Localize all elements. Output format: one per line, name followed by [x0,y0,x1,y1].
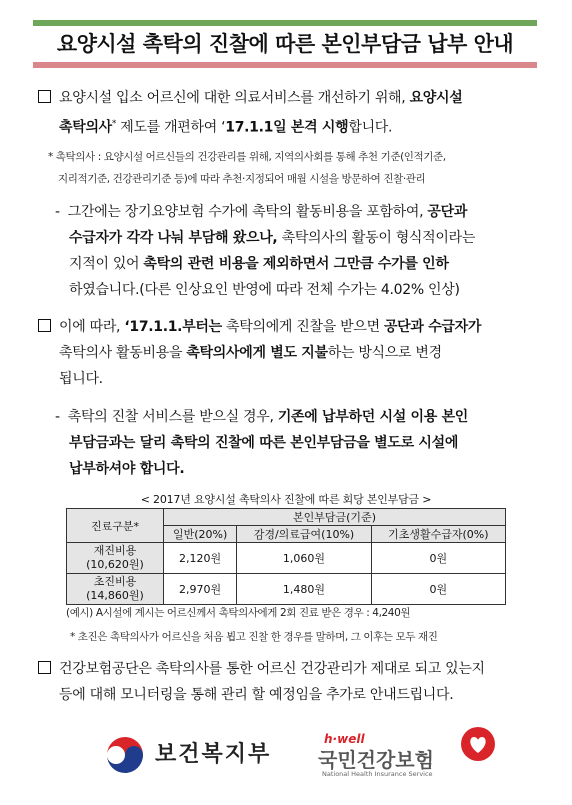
nhis-name: 국민건강보험 [318,748,434,772]
table-row [67,543,506,574]
sub-2-bold: 기존에 납부하던 시설 이용 본인 [277,409,469,425]
table-caption: < 2017년 요양시설 촉탁의사 진찰에 따른 회당 본인부담금 > [140,493,432,506]
header-main: 본인부담금(기준) [164,509,506,526]
square-bullet-icon [38,90,51,103]
section-3-text: 건강보험공단은 촉탁의사를 통한 어르신 건강관리가 제대로 되고 있는지 [59,661,485,677]
section-2-text: 됩니다. [59,371,103,387]
sub-1-bold: 촉탁의 관련 비용을 제외하면서 그만큼 수가를 인하 [143,256,449,272]
section-2-text: 촉탁의사 활동비용을 [59,345,187,361]
footnote-commission-doctor [48,146,558,190]
sub-paragraph-1 [55,199,545,303]
table-cell: 2,970원 [164,574,237,605]
sub-1-text: 하였습니다. [69,282,140,298]
nhis-english-name: National Health Insurance Service [322,770,433,778]
mohw-name: 보건복지부 [155,742,272,767]
sub-2-text: 촉탁의 진찰 서비스를 받으실 경우, [67,409,278,425]
sub-paragraph-2 [55,404,545,482]
row-label [67,574,164,605]
table-cell: 2,120원 [164,543,237,574]
row-label [67,543,164,574]
table-header-row [67,509,506,526]
mohw-logo [103,733,283,773]
nhis-logo [318,726,498,784]
section-2-text: 이에 따라, [59,319,125,335]
section-1 [38,85,548,141]
sub-2-bold: 부담금과는 달리 촉탁의 진찰에 따른 본인부담금을 별도로 시설에 [69,435,459,451]
sub-1-text: 그간에는 장기요양보험 수가에 촉탁의 활동비용을 포함하여, [67,204,428,220]
row-label-line: (10,620원) [86,558,144,571]
section-2-bold: ‘17.1.1.부터는 [124,319,222,335]
section-2-bold: 공단과 수급자가 [383,319,482,335]
page-title: 요양시설 촉탁의 진찰에 따른 본인부담금 납부 안내 [56,32,514,56]
section-1-bold: 촉탁의사 [59,119,112,136]
table-cell: 0원 [371,574,505,605]
nhis-tagline: h·well [324,732,365,746]
sub-2-bold: 납부하셔야 합니다. [69,461,185,477]
section-1-text: 합니다. [348,119,393,136]
header-basic-livelihood: 기초생활수급자(0%) [371,526,505,543]
section-1-text: 요양시설 입소 어르신에 대한 의료서비스를 개선하기 위해, [59,90,410,106]
table-row [67,574,506,605]
footnote-line: * 촉탁의사 : 요양시설 어르신들의 건강관리를 위해, 지역의사회를 통해 추천 기준(인적기준, [48,151,446,163]
section-1-text: 제도를 개편하여 ‘ [116,119,226,136]
row-label-line: (14,860원) [86,589,144,602]
example-note: (예시) A시설에 계시는 어르신께서 촉탁의사에게 2회 진료 받은 경우 : 4,240원 [66,607,411,619]
title-pink-bar [33,62,537,68]
sub-1-text: (다른 인상요인 반영에 따라 전체 수가는 4.02% 인상) [139,282,460,298]
sub-1-text: 촉탁의사의 활동이 형식적이라는 [277,230,476,246]
table-cell: 1,480원 [237,574,371,605]
dash-bullet: - [55,204,60,220]
sub-1-text: 지적이 있어 [69,256,144,272]
title-banner [33,20,537,68]
copay-table [66,508,506,605]
section-1-bold: 17.1.1일 본격 시행 [225,119,349,136]
section-3-text: 등에 대해 모니터링을 통해 관리 할 예정임을 추가로 안내드립니다. [59,687,454,703]
footnote-line: 지리적기준, 건강관리기준 등)에 따라 추천·지정되어 매월 시설을 방문하여 진찰·관리 [58,173,426,185]
row-label-line: 재진비용 [93,544,137,557]
col-group-header: 진료구분* [67,509,164,543]
section-2 [38,314,548,392]
section-3 [38,656,548,708]
table-cell: 1,060원 [237,543,371,574]
dash-bullet: - [55,409,60,425]
heart-emblem-icon [460,726,496,762]
footnote-mark: * [111,119,117,129]
first-visit-note: * 초진은 촉탁의사가 어르신을 처음 뵙고 진찰 한 경우를 말하며, 그 이후는 모두 재진 [70,631,438,643]
header-general: 일반(20%) [164,526,237,543]
square-bullet-icon [38,319,51,332]
section-2-text: 촉탁의에게 진찰을 받으면 [221,319,384,335]
table-cell: 0원 [371,543,505,574]
sub-1-bold: 공단과 [427,204,468,220]
sub-1-bold: 수급자가 각각 나눠 부담해 왔으나, [69,230,278,246]
section-2-text: 하는 방식으로 변경 [327,345,442,361]
taegeuk-emblem-icon [103,733,147,773]
row-label-line: 초진비용 [93,575,137,588]
section-2-bold: 촉탁의사에게 별도 지불 [186,345,328,361]
header-reduced: 감경/의료급여(10%) [237,526,371,543]
section-1-bold: 요양시설 [409,90,463,106]
square-bullet-icon [38,661,51,674]
